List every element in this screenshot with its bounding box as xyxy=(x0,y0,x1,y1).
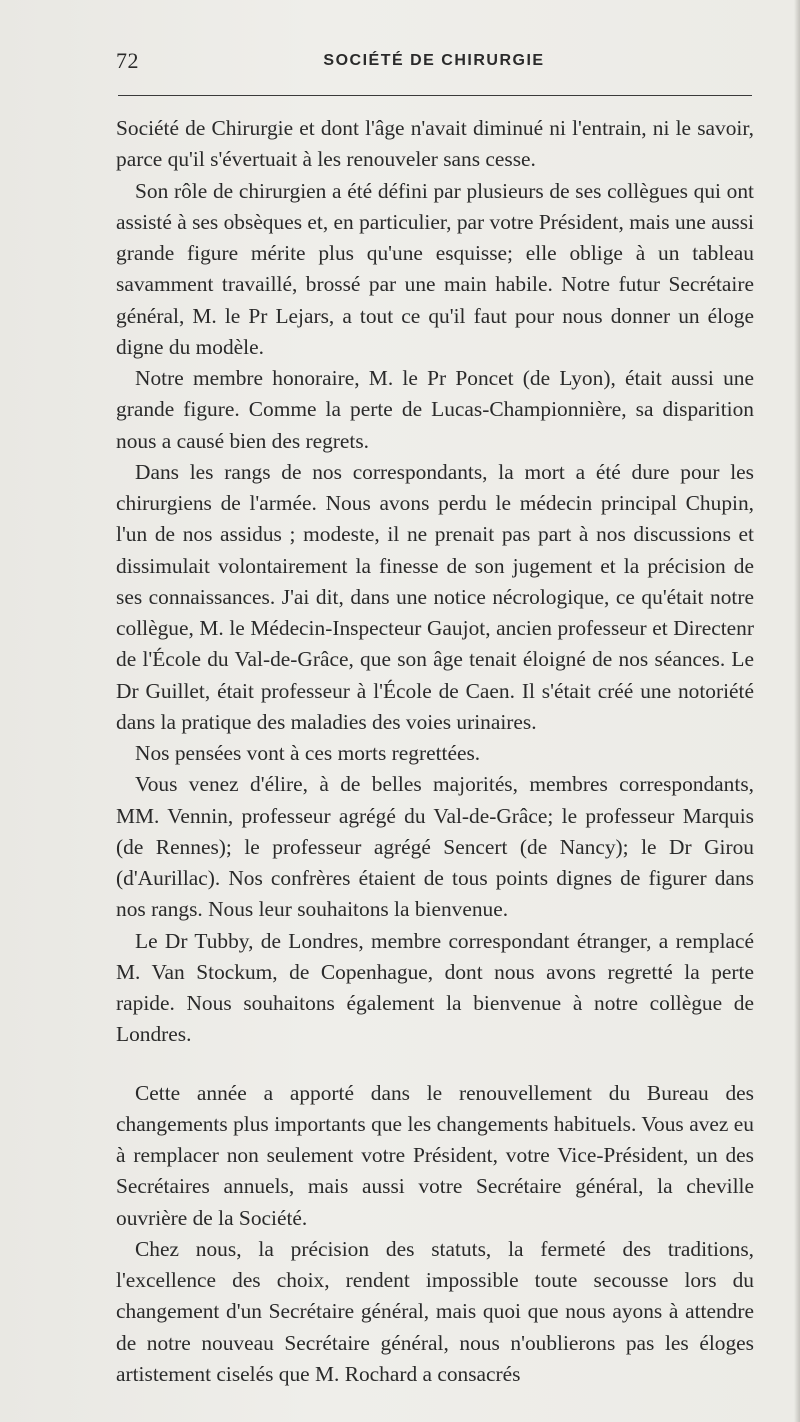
paragraph: Nos pensées vont à ces morts regrettées. xyxy=(135,741,481,765)
header-rule xyxy=(118,95,752,96)
paragraph: Le Dr Tubby, de Londres, membre correspondant étranger, a remplacé M. Van Stockum, de Copenhague, dont nous avons regretté la perte rapide. Nous souhaitons également la bienvenue à notre collègue de Londres. xyxy=(116,928,754,1047)
paragraph: Cette année a apporté dans le renouvellement du Bureau des changements plus importants que les changements habituels. Vous avez eu à remplacer non seulement votre Président, votre Vice-Président, un des Secrétaires annuels, mais aussi votre Secrétaire général, la cheville ouvrière de la Société. xyxy=(116,1080,754,1230)
paragraph: Son rôle de chirurgien a été défini par plusieurs de ses collègues qui ont assisté à ses obsèques et, en particulier, par votre Président, mais une aussi grande figure mérite plus qu'une esquisse; elle oblige à un tableau savamment travaillé, brossé par une main habile. Notre futur Secrétaire général, M. le Pr Lejars, a tout ce qu'il faut pour nous donner un éloge digne du modèle. xyxy=(116,178,754,359)
paragraph: Vous venez d'élire, à de belles majorités, membres correspondants, MM. Vennin, professeur agrégé du Val-de-Grâce; le professeur Marquis (de Rennes); le professeur agrégé Sencert (de Nancy); le Dr Girou (d'Aurillac). Nos confrères étaient de tous points dignes de figurer dans nos rangs. Nous leur souhaitons la bienvenue. xyxy=(116,772,754,922)
page-number: 72 xyxy=(116,48,139,73)
page-edge-shadow xyxy=(794,0,800,1422)
paragraph: Dans les rangs de nos correspondants, la mort a été dure pour les chirurgiens de l'armée. Nous avons perdu le médecin principal Chupin, l'un de nos assidus ; modeste, il ne prenait pas part à nos discussions et dissimulait volontairement la finesse de son jugement et la précision de ses connaissances. J'ai dit, dans une notice nécrologique, ce qu'était notre collègue, M. le Médecin-Inspecteur Gaujot, ancien professeur et Directenr de l'École du Val-de-Grâce, que son âge tenait éloigné de nos séances. Le Dr Guillet, était professeur à l'École de Caen. Il s'était créé une notoriété dans la pratique des maladies des voies urinaires. xyxy=(116,459,754,734)
body-text xyxy=(116,113,754,1390)
paragraph: Société de Chirurgie et dont l'âge n'avait diminué ni l'entrain, ni le savoir, parce qu'il s'évertuait à les renouveler sans cesse. xyxy=(116,116,754,172)
running-title: SOCIÉTÉ DE CHIRURGIE xyxy=(323,52,545,69)
paragraph: Notre membre honoraire, M. le Pr Poncet (de Lyon), était aussi une grande figure. Comme la perte de Lucas-Championnière, sa disparition nous a causé bien des regrets. xyxy=(116,366,754,453)
section-break xyxy=(116,1051,754,1078)
page-header xyxy=(116,48,752,80)
paragraph: Chez nous, la précision des statuts, la fermeté des traditions, l'excellence des choix, rendent impossible toute secousse lors du changement d'un Secrétaire général, mais quoi que nous ayons à attendre de notre nouveau Secrétaire général, nous n'oublierons pas les éloges artistement ciselés que M. Rochard a consacrés xyxy=(116,1236,754,1386)
